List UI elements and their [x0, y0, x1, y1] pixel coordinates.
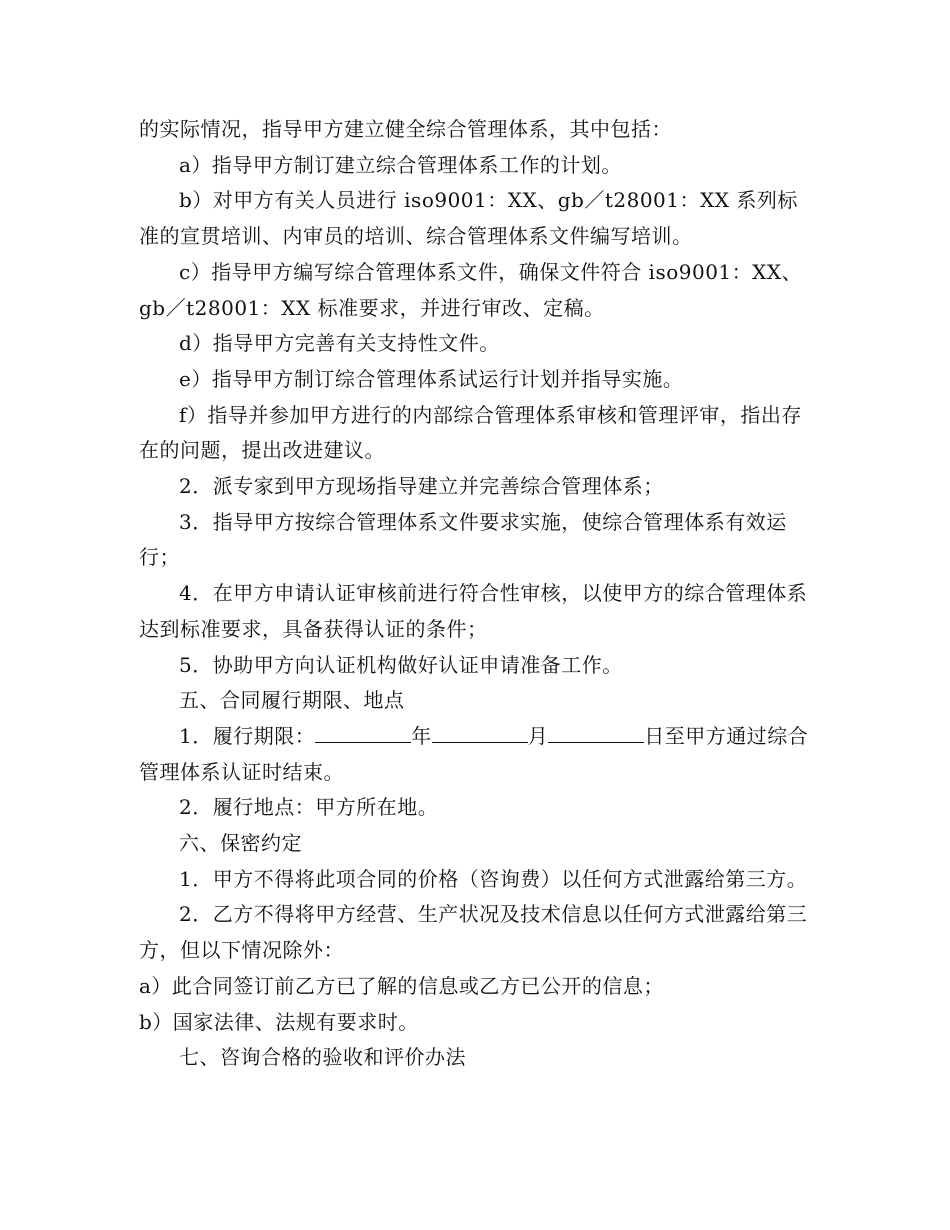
paragraph: c）指导甲方编写综合管理体系文件，确保文件符合 iso9001：XX、gb／t28001：XX 标准要求，并进行审改、定稿。: [139, 259, 803, 320]
paragraph: b）对甲方有关人员进行 iso9001：XX、gb／t28001：XX 系列标准的宣贯培训、内审员的培训、综合管理体系文件编写培训。: [139, 188, 798, 249]
paragraph: 2．乙方不得将甲方经营、生产状况及技术信息以任何方式泄露给第三方，但以下情况除外：: [139, 902, 808, 963]
document-body: [139, 112, 813, 1076]
section-heading: 七、咨询合格的验收和评价办法: [179, 1045, 466, 1070]
paragraph: 3．指导甲方按综合管理体系文件要求实施，使综合管理体系有效运行；: [139, 509, 787, 570]
section-heading: 六、保密约定: [179, 831, 302, 856]
paragraph: b）国家法律、法规有要求时。: [139, 1009, 419, 1034]
paragraph: 5．协助甲方向认证机构做好认证申请准备工作。: [179, 652, 623, 677]
paragraph: e）指导甲方制订综合管理体系试运行计划并指导实施。: [179, 366, 684, 391]
term-suffix: 日至甲方通过综合管理体系认证时结束。: [139, 723, 809, 784]
section-heading: 五、合同履行期限、地点: [179, 688, 405, 713]
day-blank: [548, 724, 644, 743]
term-year-label: 年: [411, 723, 432, 748]
month-blank: [432, 724, 528, 743]
paragraph: a）指导甲方制订建立综合管理体系工作的计划。: [179, 152, 622, 177]
term-prefix: 1．履行期限：: [179, 723, 316, 748]
paragraph: d）指导甲方完善有关支持性文件。: [179, 331, 500, 356]
paragraph: 1．甲方不得将此项合同的价格（咨询费）以任何方式泄露给第三方。: [179, 866, 808, 891]
paragraph: f）指导并参加甲方进行的内部综合管理体系审核和管理评审，指出存在的问题，提出改进建议。: [139, 402, 802, 463]
term-month-label: 月: [527, 723, 549, 748]
paragraph: a）此合同签订前乙方已了解的信息或乙方已公开的信息；: [139, 973, 664, 998]
term-paragraph: [139, 719, 813, 790]
paragraph: 2．派专家到甲方现场指导建立并完善综合管理体系；: [179, 474, 664, 499]
paragraph: 4．在甲方申请认证审核前进行符合性审核，以使甲方的综合管理体系达到标准要求，具备获得认证的条件；: [139, 581, 808, 641]
year-blank: [315, 724, 411, 743]
paragraph: 2．履行地点：甲方所在地。: [179, 795, 439, 820]
paragraph: 的实际情况，指导甲方建立健全综合管理体系，其中包括：: [139, 117, 672, 141]
